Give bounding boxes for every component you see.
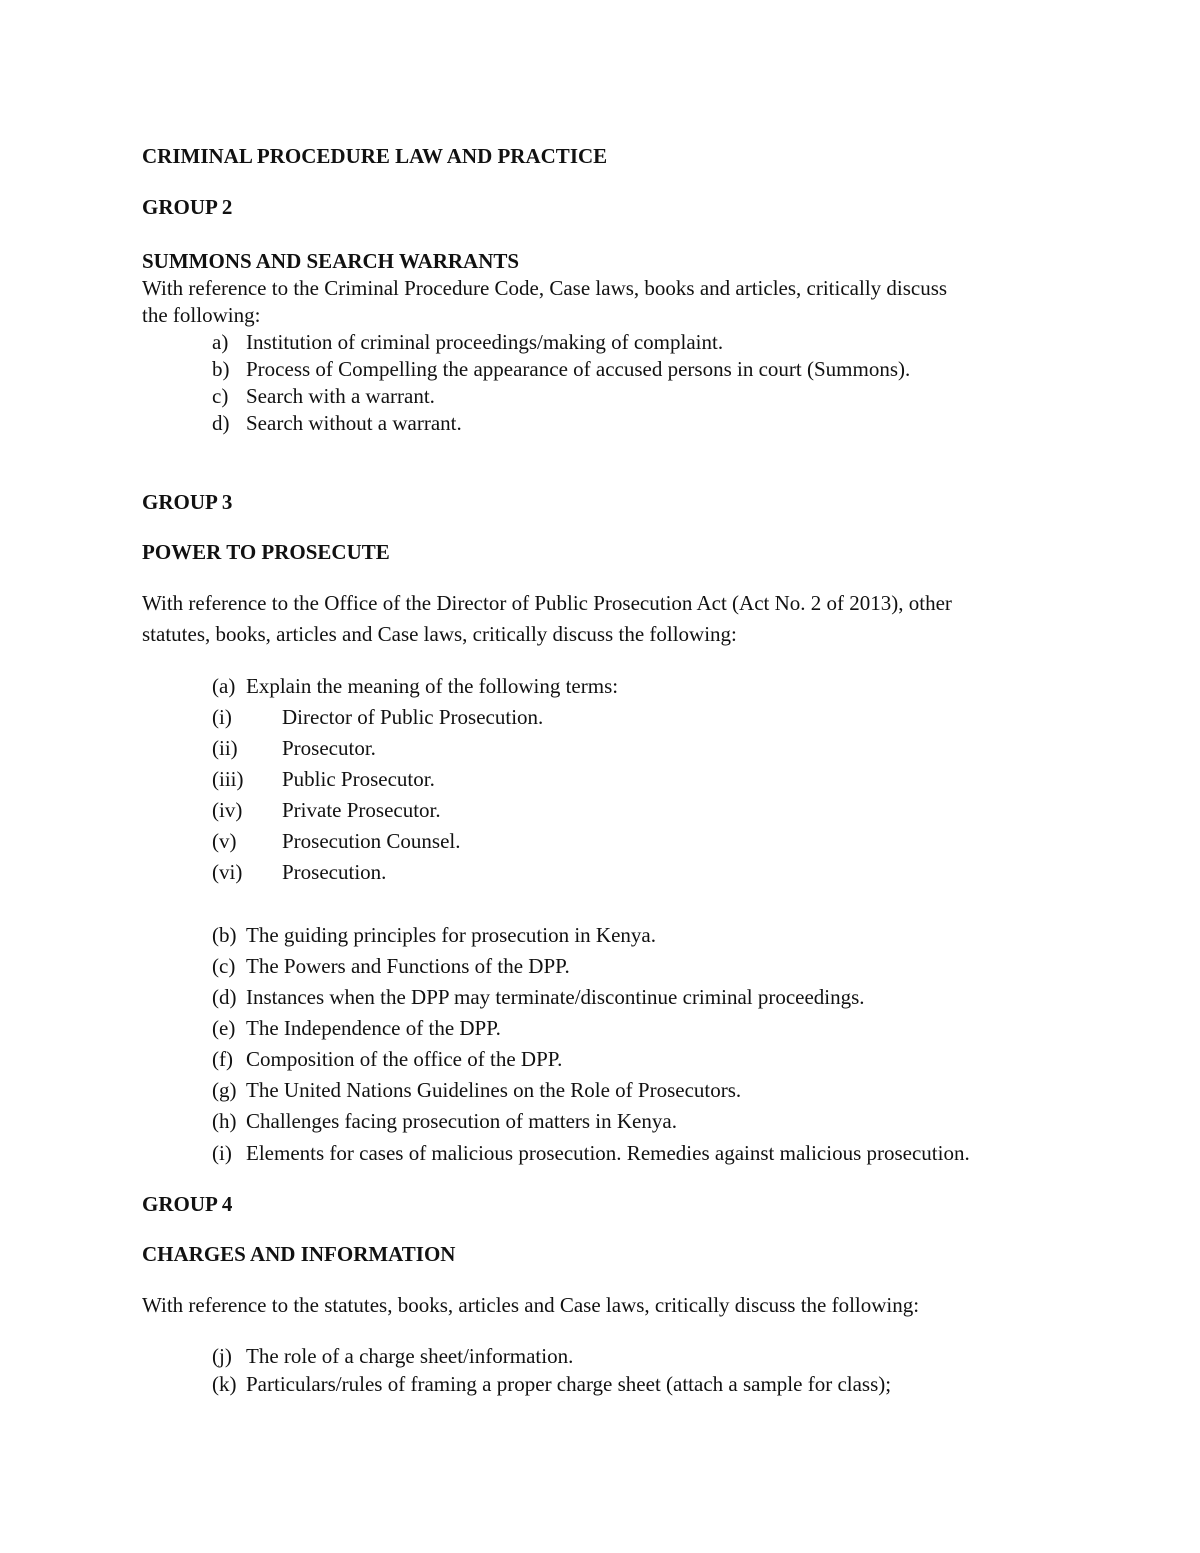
list-item-text: Challenges facing prosecution of matters in Kenya.: [246, 1109, 677, 1133]
list-item-marker: (a): [212, 674, 236, 698]
list-item-text: Elements for cases of malicious prosecution. Remedies against malicious prosecution.: [246, 1141, 970, 1165]
list-item-marker: (iv): [212, 798, 243, 822]
list-item-text: Prosecution Counsel.: [282, 829, 461, 853]
list-item-marker: (b): [212, 923, 237, 947]
list-item-marker: (v): [212, 829, 237, 853]
list-item-text: Explain the meaning of the following terms:: [246, 674, 619, 698]
group4-topic: CHARGES AND INFORMATION: [142, 1242, 456, 1266]
list-item-marker: (e): [212, 1016, 236, 1040]
group3-heading: GROUP 3: [142, 490, 233, 514]
list-item-text: The guiding principles for prosecution in Kenya.: [246, 923, 656, 947]
list-item-marker: (j): [212, 1344, 232, 1368]
list-item-marker: (k): [212, 1372, 237, 1396]
list-item-text: The United Nations Guidelines on the Role of Prosecutors.: [246, 1078, 742, 1102]
group4-heading: GROUP 4: [142, 1192, 233, 1216]
list-item-marker: (d): [212, 985, 237, 1009]
list-item-marker: b): [212, 357, 230, 381]
group3-intro-line2: statutes, books, articles and Case laws, critically discuss the following:: [142, 622, 737, 646]
list-item-text: Director of Public Prosecution.: [282, 705, 544, 729]
list-item-marker: (g): [212, 1078, 237, 1102]
list-item-text: Prosecution.: [282, 860, 387, 884]
list-item-text: Private Prosecutor.: [282, 798, 441, 822]
list-item-marker: a): [212, 330, 229, 354]
list-item-text: Institution of criminal proceedings/making of complaint.: [246, 330, 724, 354]
list-item-marker: d): [212, 411, 230, 435]
list-item-marker: (i): [212, 705, 232, 729]
group2-intro-line2: the following:: [142, 303, 261, 327]
list-item-text: The role of a charge sheet/information.: [246, 1344, 574, 1368]
list-item-marker: (c): [212, 954, 236, 978]
group3-intro-line1: With reference to the Office of the Director of Public Prosecution Act (Act No. 2 of 2013), other: [142, 591, 952, 615]
list-item-text: Prosecutor.: [282, 736, 376, 760]
list-item-marker: (f): [212, 1047, 233, 1071]
list-item-text: Search without a warrant.: [246, 411, 462, 435]
group4-intro-line1: With reference to the statutes, books, articles and Case laws, critically discuss the following:: [142, 1293, 920, 1317]
group2-topic: SUMMONS AND SEARCH WARRANTS: [142, 249, 520, 273]
list-item-text: The Powers and Functions of the DPP.: [246, 954, 570, 978]
list-item-text: Particulars/rules of framing a proper charge sheet (attach a sample for class);: [246, 1372, 892, 1396]
list-item-text: Instances when the DPP may terminate/discontinue criminal proceedings.: [246, 985, 865, 1009]
list-item-marker: (i): [212, 1141, 232, 1165]
group2-heading: GROUP 2: [142, 195, 233, 219]
list-item-marker: c): [212, 384, 229, 408]
list-item-marker: (h): [212, 1109, 237, 1133]
document-title: CRIMINAL PROCEDURE LAW AND PRACTICE: [142, 144, 608, 168]
list-item-text: Process of Compelling the appearance of accused persons in court (Summons).: [246, 357, 911, 381]
list-item-marker: (vi): [212, 860, 243, 884]
list-item-text: Public Prosecutor.: [282, 767, 435, 791]
group2-intro-line1: With reference to the Criminal Procedure Code, Case laws, books and articles, critically discuss: [142, 276, 948, 300]
list-item-text: Composition of the office of the DPP.: [246, 1047, 563, 1071]
list-item-marker: (iii): [212, 767, 244, 791]
group3-topic: POWER TO PROSECUTE: [142, 540, 390, 564]
list-item-marker: (ii): [212, 736, 238, 760]
list-item-text: Search with a warrant.: [246, 384, 435, 408]
list-item-text: The Independence of the DPP.: [246, 1016, 501, 1040]
